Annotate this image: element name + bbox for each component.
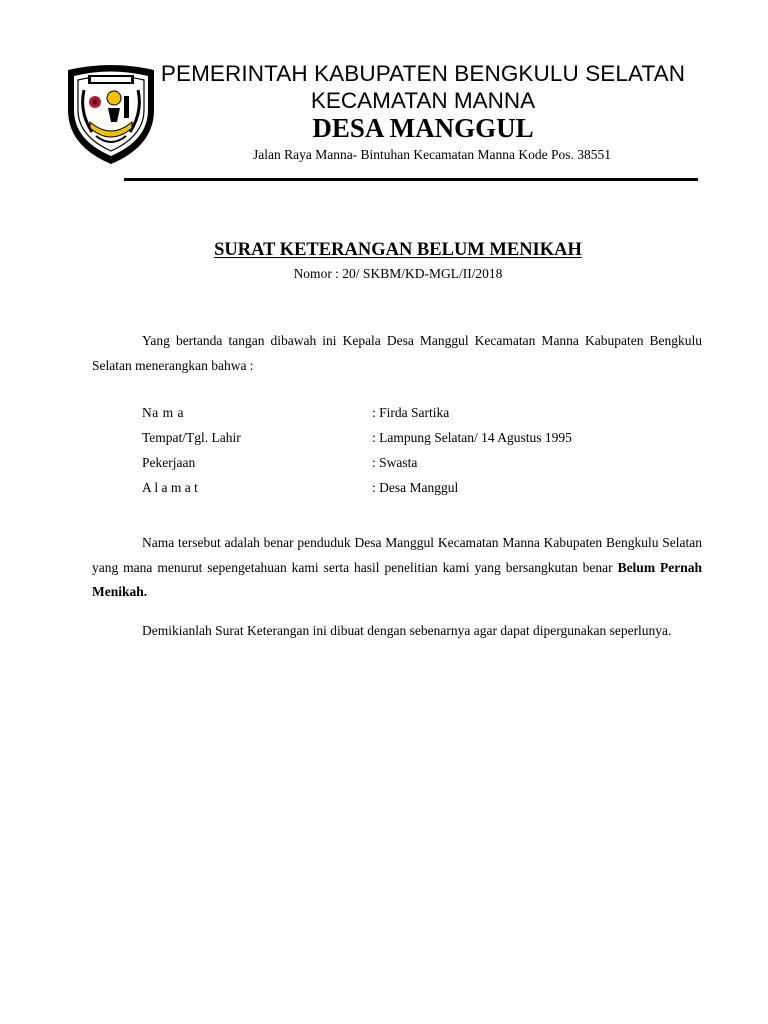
detail-label: Tempat/Tgl. Lahir [142, 430, 241, 445]
statement-emphasis: Belum Pernah Menikah. [92, 559, 702, 599]
personal-details [142, 405, 702, 505]
letterhead [150, 60, 696, 162]
letter-number: Nomor : 20/ SKBM/KD-MGL/II/2018 [293, 266, 503, 281]
detail-label: Na m a [142, 405, 184, 420]
letterhead-address: Jalan Raya Manna- Bintuhan Kecamatan Manna Kode Pos. 38551 [252, 147, 612, 162]
detail-row-birth [142, 430, 702, 455]
statement-paragraph [92, 531, 702, 605]
detail-value: : Desa Manggul [372, 480, 459, 495]
letterhead-divider [124, 178, 698, 181]
statement-text: Nama tersebut adalah benar penduduk Desa Manggul Kecamatan Manna Kabupaten Bengkulu Selatan yang mana menurut sepengetahuan kami serta hasil penelitian kami yang bersangkutan benar [92, 535, 702, 575]
opening-paragraph: Yang bertanda tangan dibawah ini Kepala Desa Manggul Kecamatan Manna Kabupaten Bengkulu Selatan menerangkan bahwa : [92, 333, 702, 373]
detail-value: : Swasta [372, 455, 418, 470]
detail-value: : Lampung Selatan/ 14 Agustus 1995 [372, 430, 572, 445]
detail-label: Pekerjaan [142, 455, 196, 470]
detail-row-name [142, 405, 702, 430]
letter-title: SURAT KETERANGAN BELUM MENIKAH [214, 240, 582, 260]
closing-paragraph: Demikianlah Surat Keterangan ini dibuat dengan sebenarnya agar dapat dipergunakan seperlunya. [142, 623, 672, 638]
detail-value: : Firda Sartika [372, 405, 450, 420]
detail-row-address [142, 480, 702, 505]
letterhead-government: PEMERINTAH KABUPATEN BENGKULU SELATAN [160, 61, 686, 86]
detail-label: A l a m a t [142, 480, 198, 495]
regency-emblem-icon [62, 62, 160, 166]
letterhead-district: KECAMATAN MANNA [310, 87, 536, 113]
detail-row-occupation [142, 455, 702, 480]
letterhead-village: DESA MANGGUL [312, 113, 534, 143]
